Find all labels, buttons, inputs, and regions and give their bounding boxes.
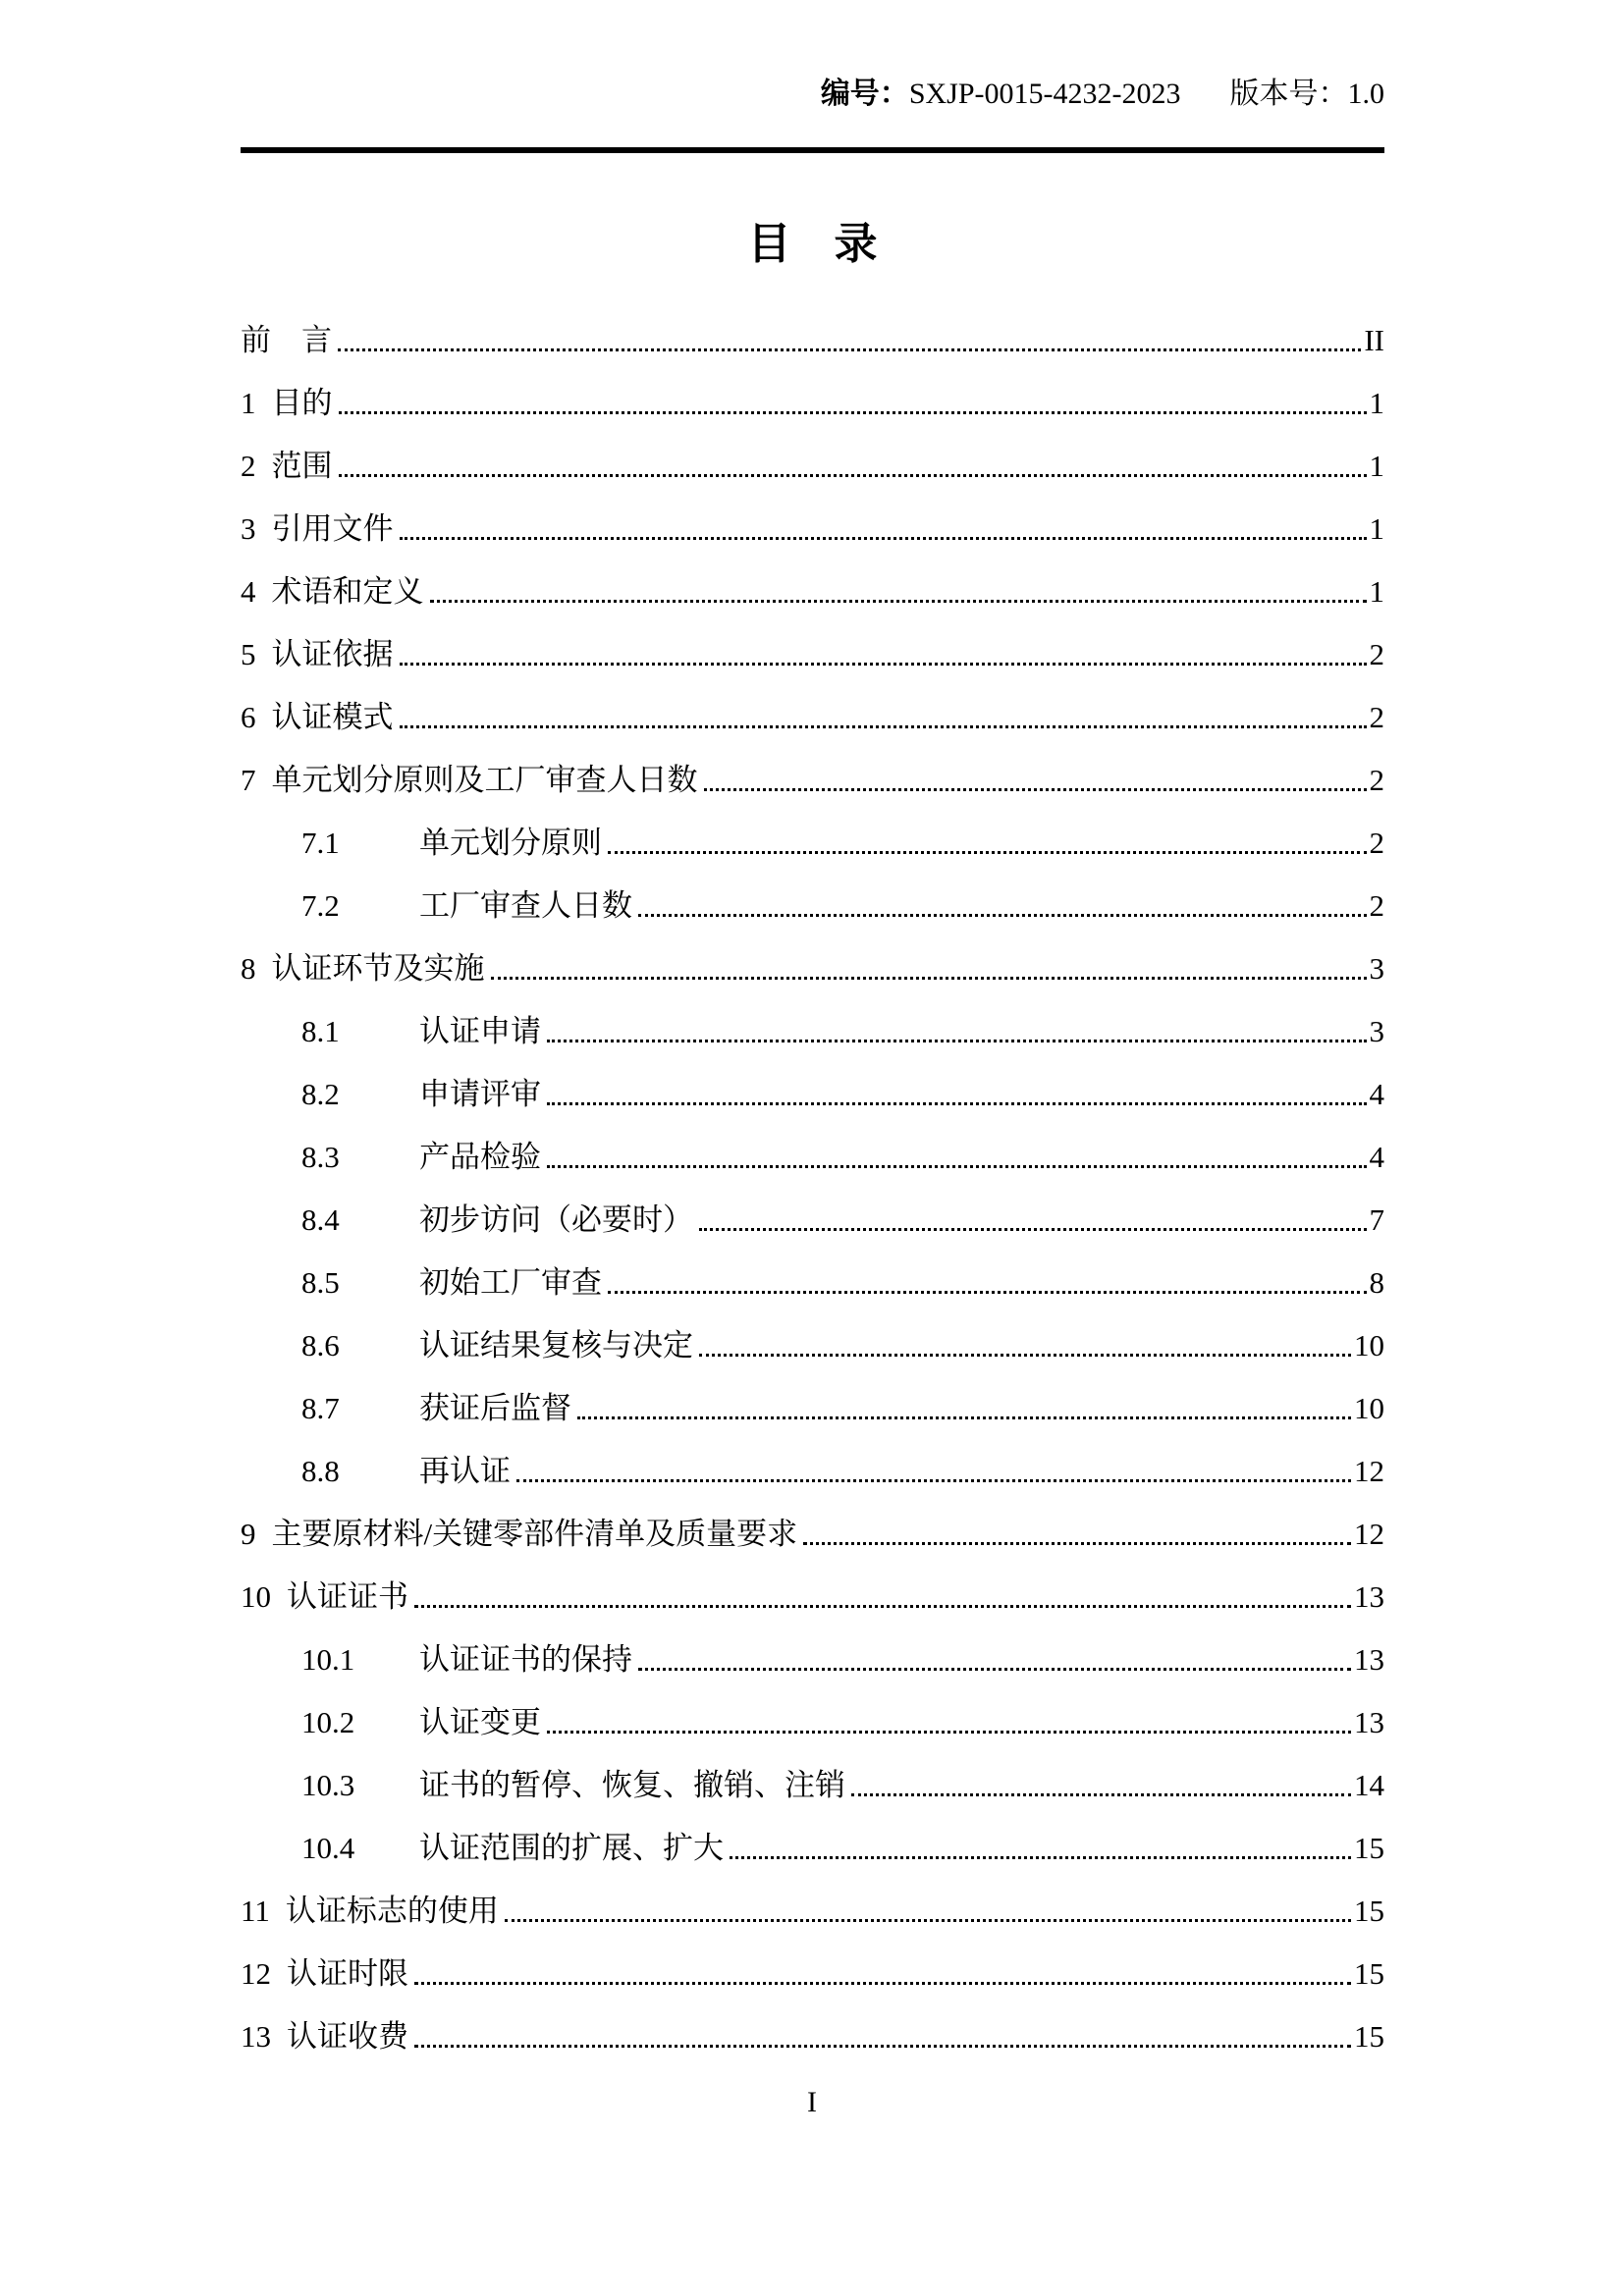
toc-entry-number: 8.3 — [301, 1140, 340, 1174]
toc-entry-11[interactable] — [241, 1878, 1384, 1941]
toc-entry-title: 认证范围的扩展、扩大 — [419, 1831, 724, 1865]
dot-leader — [414, 2045, 1351, 2048]
dot-leader — [516, 1479, 1351, 1482]
toc-heading: 目 录 — [747, 220, 878, 268]
toc-entry-page: 2 — [1369, 888, 1384, 923]
dot-leader — [414, 1982, 1351, 1985]
toc-entry-foreword[interactable] — [241, 307, 1384, 370]
toc-entry-number: 8.5 — [301, 1265, 340, 1300]
toc-entry-page: 15 — [1354, 1956, 1384, 1991]
toc-entry-page: 10 — [1354, 1328, 1384, 1362]
dot-leader — [414, 1605, 1351, 1608]
table-of-contents — [241, 307, 1384, 2066]
toc-entry-page: 4 — [1369, 1140, 1384, 1174]
toc-entry-title: 目的 — [271, 386, 333, 420]
dot-leader — [430, 600, 1367, 603]
page-content — [241, 0, 1384, 2066]
toc-entry-page: 15 — [1354, 2019, 1384, 2054]
toc-entry-number: 8.6 — [301, 1328, 340, 1362]
dot-leader — [547, 1040, 1367, 1042]
toc-entry-page: 2 — [1369, 763, 1384, 797]
toc-entry-title: 主要原材料/关键零部件清单及质量要求 — [271, 1517, 798, 1551]
toc-entry-page: 14 — [1354, 1768, 1384, 1802]
toc-entry-title: 工厂审查人日数 — [419, 888, 632, 923]
toc-entry-title: 获证后监督 — [419, 1391, 571, 1425]
toc-entry-title: 认证时限 — [287, 1956, 408, 1991]
toc-entry-title: 产品检验 — [419, 1140, 541, 1174]
toc-entry-page: 12 — [1354, 1454, 1384, 1488]
toc-entry-10-4[interactable] — [241, 1815, 1384, 1878]
toc-entry-title: 认证模式 — [271, 700, 394, 734]
toc-entry-number: 5 — [241, 637, 256, 671]
toc-entry-8[interactable] — [241, 935, 1384, 998]
dot-leader — [547, 1165, 1367, 1168]
toc-entry-title: 认证环节及实施 — [271, 951, 485, 986]
toc-entry-number: 7.1 — [301, 826, 340, 860]
dot-leader — [730, 1856, 1351, 1859]
toc-entry-10-2[interactable] — [241, 1689, 1384, 1752]
toc-entry-number: 8.8 — [301, 1454, 340, 1488]
dot-leader — [803, 1542, 1351, 1545]
toc-entry-title: 认证标志的使用 — [285, 1894, 499, 1928]
toc-entry-title: 认证证书的保持 — [419, 1642, 632, 1677]
dot-leader — [339, 474, 1367, 477]
page-footer — [0, 2085, 1624, 2120]
toc-entry-page: 13 — [1354, 1579, 1384, 1614]
toc-entry-3[interactable] — [241, 496, 1384, 559]
toc-entry-number: 11 — [241, 1894, 270, 1928]
toc-entry-page: 7 — [1369, 1202, 1384, 1237]
toc-entry-title: 单元划分原则及工厂审查人日数 — [271, 763, 698, 797]
toc-entry-page: 1 — [1369, 511, 1384, 546]
dot-leader — [547, 1731, 1351, 1734]
toc-entry-4[interactable] — [241, 559, 1384, 621]
toc-entry-number: 3 — [241, 511, 256, 546]
toc-entry-6[interactable] — [241, 684, 1384, 747]
toc-entry-title: 认证证书 — [287, 1579, 408, 1614]
toc-entry-title: 认证结果复核与决定 — [419, 1328, 693, 1362]
toc-entry-title: 证书的暂停、恢复、撤销、注销 — [419, 1768, 845, 1802]
toc-entry-number: 8.4 — [301, 1202, 340, 1237]
toc-entry-page: 3 — [1369, 951, 1384, 986]
toc-entry-8-3[interactable] — [241, 1124, 1384, 1187]
toc-entry-title: 初步访问（必要时） — [419, 1202, 693, 1237]
toc-entry-number: 2 — [241, 449, 256, 483]
toc-entry-page: 1 — [1369, 386, 1384, 420]
doc-number-value: SXJP-0015-4232-2023 — [908, 78, 1181, 110]
toc-entry-5[interactable] — [241, 621, 1384, 684]
toc-entry-title: 前 言 — [241, 323, 332, 357]
dot-leader — [608, 851, 1367, 854]
toc-entry-number: 7.2 — [301, 888, 340, 923]
dot-leader — [491, 977, 1367, 980]
toc-entry-number: 10.1 — [301, 1642, 355, 1677]
dot-leader — [699, 1228, 1367, 1231]
page-number: I — [807, 2086, 817, 2118]
toc-entry-2[interactable] — [241, 433, 1384, 496]
toc-entry-number: 8 — [241, 951, 256, 986]
toc-entry-8-8[interactable] — [241, 1438, 1384, 1501]
toc-entry-7[interactable] — [241, 747, 1384, 810]
dot-leader — [608, 1291, 1367, 1294]
page-header — [241, 0, 1384, 153]
dot-leader — [547, 1102, 1367, 1105]
dot-leader — [699, 1354, 1351, 1357]
toc-entry-number: 12 — [241, 1956, 271, 1991]
toc-entry-title: 范围 — [271, 449, 333, 483]
toc-entry-page: 3 — [1369, 1014, 1384, 1048]
toc-entry-page: 10 — [1354, 1391, 1384, 1425]
toc-entry-page: 1 — [1369, 449, 1384, 483]
toc-entry-title: 认证依据 — [271, 637, 394, 671]
toc-entry-8-2[interactable] — [241, 1061, 1384, 1124]
toc-entry-page: II — [1364, 323, 1384, 357]
toc-entry-page: 13 — [1354, 1642, 1384, 1677]
toc-entry-page: 1 — [1369, 574, 1384, 609]
toc-entry-8-6[interactable] — [241, 1312, 1384, 1375]
toc-entry-page: 15 — [1354, 1831, 1384, 1865]
dot-leader — [400, 725, 1367, 728]
toc-entry-9[interactable] — [241, 1501, 1384, 1564]
toc-entry-1[interactable] — [241, 370, 1384, 433]
dot-leader — [400, 663, 1367, 666]
toc-entry-13[interactable] — [241, 2003, 1384, 2066]
toc-entry-number: 6 — [241, 700, 256, 734]
toc-entry-number: 10 — [241, 1579, 271, 1614]
dot-leader — [638, 1668, 1351, 1671]
toc-entry-10-3[interactable] — [241, 1752, 1384, 1815]
toc-entry-title: 单元划分原则 — [419, 826, 602, 860]
toc-entry-title: 认证收费 — [287, 2019, 408, 2054]
toc-entry-number: 8.7 — [301, 1391, 340, 1425]
toc-entry-title: 再认证 — [419, 1454, 511, 1488]
doc-version-label: 版本号： — [1229, 78, 1348, 110]
toc-entry-page: 12 — [1354, 1517, 1384, 1551]
toc-entry-page: 13 — [1354, 1705, 1384, 1739]
toc-entry-8-5[interactable] — [241, 1250, 1384, 1312]
toc-entry-number: 7 — [241, 763, 256, 797]
doc-number-label: 编号： — [820, 78, 909, 110]
toc-entry-title: 申请评审 — [419, 1077, 541, 1111]
toc-entry-10-1[interactable] — [241, 1627, 1384, 1689]
toc-entry-number: 13 — [241, 2019, 271, 2054]
toc-entry-number: 9 — [241, 1517, 256, 1551]
toc-entry-12[interactable] — [241, 1941, 1384, 2003]
toc-entry-number: 10.3 — [301, 1768, 355, 1802]
dot-leader — [339, 411, 1367, 414]
toc-entry-number: 10.4 — [301, 1831, 355, 1865]
toc-entry-title: 认证申请 — [419, 1014, 541, 1048]
toc-entry-title: 认证变更 — [419, 1705, 541, 1739]
toc-entry-title: 术语和定义 — [271, 574, 424, 609]
dot-leader — [400, 537, 1367, 540]
toc-entry-7-1[interactable] — [241, 810, 1384, 873]
dot-leader — [577, 1416, 1351, 1419]
toc-entry-page: 2 — [1369, 826, 1384, 860]
dot-leader — [338, 348, 1361, 351]
dot-leader — [704, 788, 1367, 791]
toc-entry-7-2[interactable] — [241, 873, 1384, 935]
toc-entry-number: 10.2 — [301, 1705, 355, 1739]
dot-leader — [505, 1919, 1351, 1922]
toc-entry-page: 15 — [1354, 1894, 1384, 1928]
toc-entry-number: 4 — [241, 574, 256, 609]
doc-version-value: 1.0 — [1347, 78, 1384, 110]
toc-entry-title: 初始工厂审查 — [419, 1265, 602, 1300]
toc-entry-number: 8.2 — [301, 1077, 340, 1111]
toc-entry-title: 引用文件 — [271, 511, 394, 546]
toc-entry-page: 4 — [1369, 1077, 1384, 1111]
toc-entry-number: 1 — [241, 386, 256, 420]
toc-entry-page: 2 — [1369, 700, 1384, 734]
toc-entry-number: 8.1 — [301, 1014, 340, 1048]
toc-entry-page: 8 — [1369, 1265, 1384, 1300]
toc-entry-page: 2 — [1369, 637, 1384, 671]
toc-entry-8-1[interactable] — [241, 998, 1384, 1061]
dot-leader — [851, 1793, 1351, 1796]
toc-entry-8-7[interactable] — [241, 1375, 1384, 1438]
toc-entry-8-4[interactable] — [241, 1187, 1384, 1250]
toc-entry-10[interactable] — [241, 1564, 1384, 1627]
dot-leader — [638, 914, 1367, 917]
